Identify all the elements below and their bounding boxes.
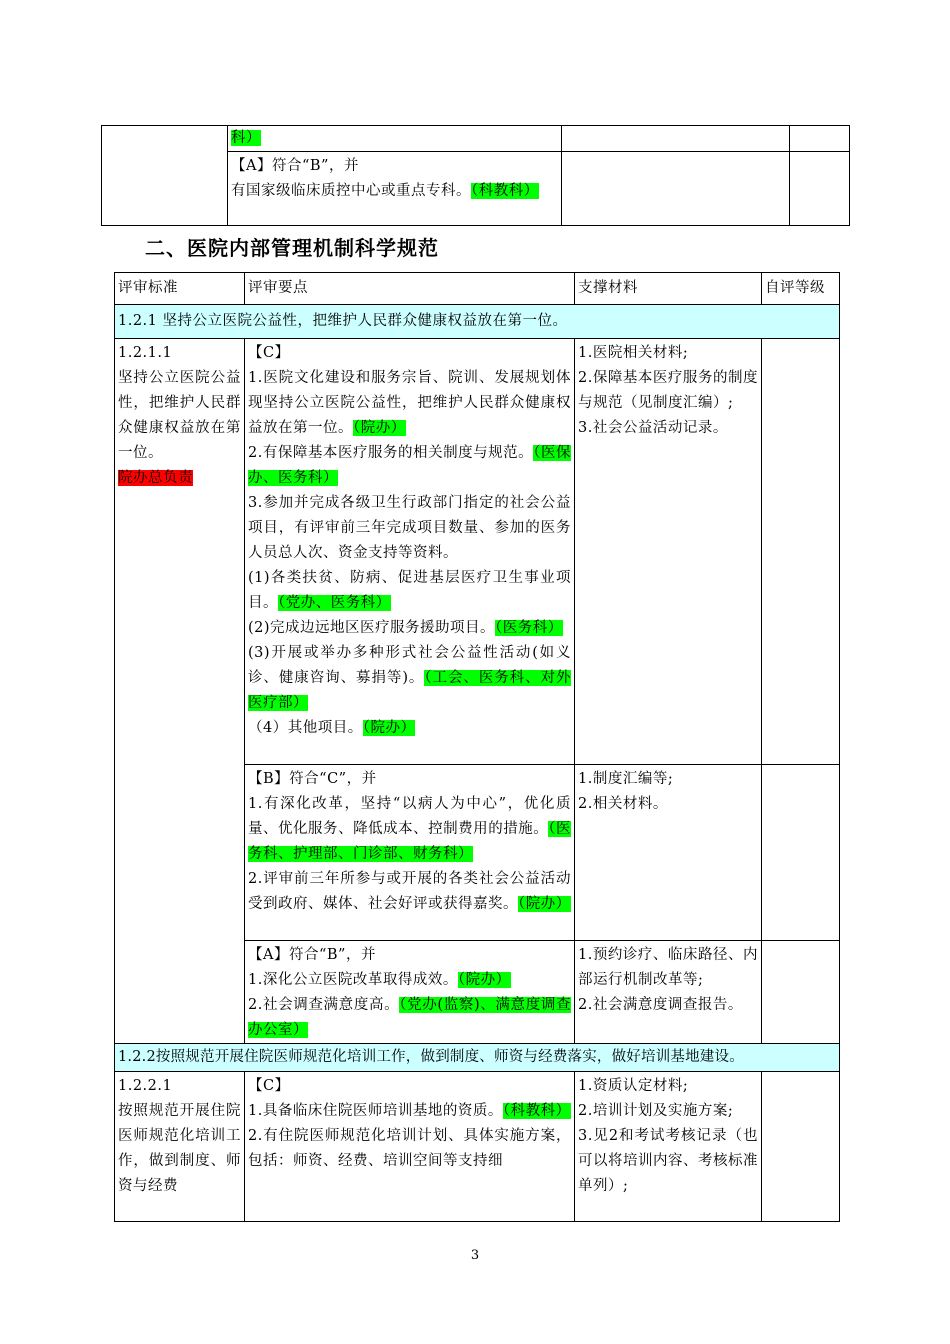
material-1: 1.医院相关材料; [578,345,689,361]
grade-a-label: 【A】符合“B”，并 [248,947,376,963]
material-2: 2.社会满意度调查报告。 [578,997,743,1013]
dept-tag: （科教科） [502,1103,571,1119]
review-table [114,272,840,1222]
c-item-2: 2.有保障基本医疗服务的相关制度与规范。 [248,445,534,461]
c-item-1: 1.具备临床住院医师培训基地的资质。 [248,1103,503,1119]
material-1: 1.预约诊疗、临床路径、内部运行机制改革等; [578,947,758,988]
dept-tag: 科） [231,130,261,146]
material-3: 3.社会公益活动记录。 [578,420,728,436]
c-item-1: 1.医院文化建设和服务宗旨、院训、发展规划体现坚持公立医院公益性，把维护人民群众健康权益放在第一位。 [248,370,571,436]
dept-tag: （医务科） [495,620,563,636]
dept-tag: （院办） [518,896,571,912]
standard-id: 1.2.2.1 [118,1078,173,1094]
materials-cell [575,339,762,765]
material-3: 3.见2和考试考核记录（也可以将培训内容、考核标准单列）; [578,1128,758,1194]
header-standard: 评审标准 [115,273,245,305]
self-rating-cell [762,339,840,765]
dept-tag: （院办） [362,720,416,736]
material-1: 1.资质认定材料; [578,1078,689,1094]
material-2: 2.保障基本医疗服务的制度与规范（见制度汇编）; [578,370,758,411]
dept-tag: （医保办、医务科） [248,445,571,486]
dept-tag: （院办） [353,420,406,436]
c-sub-1: (1)各类扶贫、防病、促进基层医疗卫生事业项目。 [248,570,571,611]
grade-c-label: 【C】 [248,345,290,361]
materials-cell [575,941,762,1044]
dept-tag: （工会、医务科、对外医疗部） [248,670,572,711]
self-rating-cell [762,1072,840,1222]
grade-b-label: 【B】符合“C”，并 [248,771,377,787]
header-key-points: 评审要点 [245,273,575,305]
materials-cell [562,126,790,152]
self-rating-cell [762,765,840,941]
standard-text: 坚持公立医院公益性，把维护人民群众健康权益放在第一位。 [118,370,241,461]
grade-c-cell [245,1072,575,1222]
material-2: 2.相关材料。 [578,796,668,812]
dept-tag: （院办） [457,972,511,988]
key-points-cell [228,126,562,152]
materials-cell [562,152,790,226]
grade-c-cell [245,339,575,765]
c-sub-4: （4）其他项目。 [248,720,363,736]
grade-c-label: 【C】 [248,1078,290,1094]
standard-text: 按照规范开展住院医师规范化培训工作，做到制度、师资与经费 [118,1103,241,1194]
header-materials: 支撑材料 [575,273,762,305]
grade-a-cell [245,941,575,1044]
a-item-1: 1.深化公立医院改革取得成效。 [248,972,458,988]
c-item-2: 2.有住院医师规范化培训计划、具体实施方案，包括：师资、经费、培训空间等支持细 [248,1128,571,1169]
material-2: 2.培训计划及实施方案; [578,1103,734,1119]
dept-tag: （党办、医务科） [278,595,391,611]
section-row-1-2-2: 1.2.2按照规范开展住院医师规范化培训工作，做到制度、师资与经费落实，做好培训基地建设。 [115,1044,840,1072]
section-row-1-2-1: 1.2.1 坚持公立医院公益性，把维护人民群众健康权益放在第一位。 [115,305,840,339]
self-rating-cell [790,152,850,226]
standard-cell-empty [102,126,228,226]
b-item-2: 2.评审前三年所参与或开展的各类社会公益活动受到政府、媒体、社会好评或获得嘉奖。 [248,871,571,912]
header-self-rating: 自评等级 [762,273,840,305]
dept-tag: （医务科、护理部、门诊部、财务科） [248,821,572,862]
self-rating-cell [790,126,850,152]
grade-a-item: 有国家级临床质控中心或重点专科。 [231,183,471,199]
c-sub-3: (3)开展或举办多种形式社会公益性活动(如义诊、健康咨询、募捐等)。 [248,645,571,686]
b-item-1: 1.有深化改革，坚持“以病人为中心”，优化质量、优化服务、降低成本、控制费用的措施。 [248,796,571,837]
self-rating-cell [762,941,840,1044]
page-number: 3 [470,1248,480,1263]
dept-tag: （科教科） [471,183,539,199]
materials-cell [575,765,762,941]
owner-tag: 院办总负责 [118,470,193,486]
standard-cell [115,339,245,1044]
a-item-2: 2.社会调查满意度高。 [248,997,400,1013]
c-sub-2: (2)完成边远地区医疗服务援助项目。 [248,620,496,636]
grade-a-label: 【A】符合“B”，并 [231,158,359,174]
dept-tag: （党办(监察)、满意度调查办公室） [248,997,571,1038]
c-item-3: 3.参加并完成各级卫生行政部门指定的社会公益项目，有评审前三年完成项目数量、参加的医务人员总人次、资金支持等资料。 [248,495,571,561]
continued-table [101,125,850,226]
standard-cell [115,1072,245,1222]
key-points-cell [228,152,562,226]
material-1: 1.制度汇编等; [578,771,674,787]
section-title: 二、医院内部管理机制科学规范 [145,236,439,260]
materials-cell [575,1072,762,1222]
standard-id: 1.2.1.1 [118,345,173,361]
grade-b-cell [245,765,575,941]
